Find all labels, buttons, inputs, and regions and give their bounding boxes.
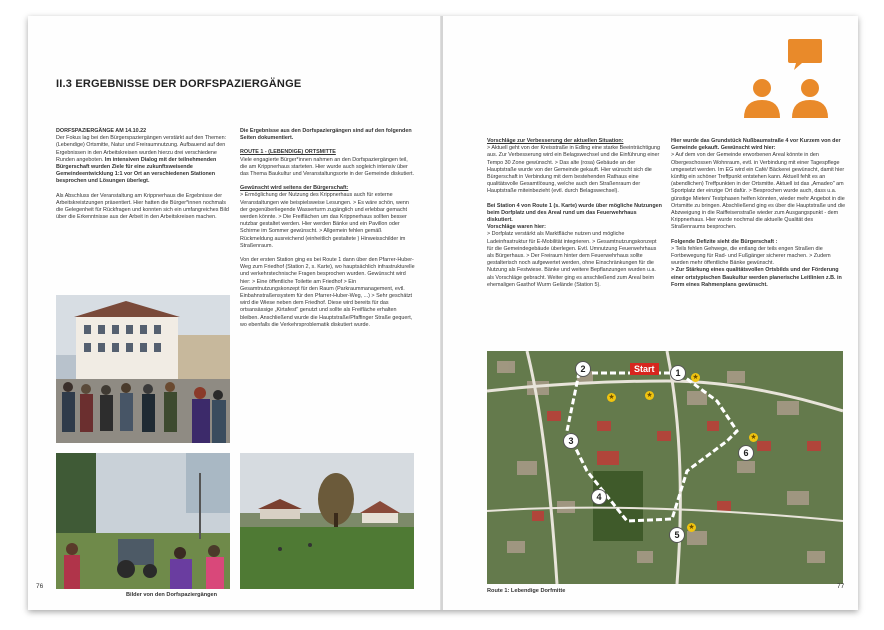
map-station-1: 1 [670,365,686,381]
intro-bold: Im intensiven Dialog mit der teilnehmenden Bürgerschaft wurden Ziele für eine zukunftsweisende Gemeindeentwicklung 1:1 vor Ort an verschiedenen Stationen besprochen und Lösungen überlegt. [56,156,217,185]
deficits-bold: > Zur Stärkung eines qualitätsvollen Ortsbilds und der Förderung einer ortstypischen Baukultur werden planerische Leitlinien z.B. in Form eines Rahmenplans gewünscht. [671,267,842,288]
page-number-right: 77 [837,583,845,590]
map-station-2: 2 [575,361,591,377]
route-title: ROUTE 1 - (LEBENDIGE) ORTSMITTE [240,149,336,156]
proposal-label: Vorschläge waren hier: [487,224,546,231]
map-star-icon: ★ [608,394,615,401]
page-number-left: 76 [36,583,44,590]
route-text: Viele engagierte Bürger*innen nahmen an den Dorfspaziergängen teil, die am Krippnerhaus starteten. Hier wurde auch sogleich intensiv über das Thema Baukultur und Veranstaltungsorte in der Gemeinde diskutiert. [240,156,414,178]
book-spread [28,16,858,610]
docs-note: Die Ergebnisse aus den Dorfspaziergängen sind auf den folgenden Seiten dokumentiert. [240,128,412,142]
map-station-6: 6 [738,445,754,461]
people-discussion-icon [738,36,838,126]
photo-group-tractor [56,453,230,589]
page-heading: II.3 ERGEBNISSE DER DORFSPAZIERGÄNGE [56,78,302,90]
wish-title: Gewünscht wird seitens der Bürgerschaft: [240,185,349,192]
map-star-icon: ★ [646,392,653,399]
map-caption: Route 1: Lebendige Dorfmitte [487,588,566,594]
proposal-text: > Aktuell geht von der Kreisstraße in Edling eine starke Beeinträchtigung aus. Zur Verbesserung wird ein Belagswechsel und die Einführung einer Tempo 30 Zone gewünscht. > Das alte (rosa) Gebäude an der Hauptstraße wurde von der Gemeinde gekauft. Hier wünscht sich die Bürgerschaft in Verbindung mit dem bestehenden Rathaus eine qualitätsvolle Gesamtlösung, welche auch den Straßenraum der Hauptstraße miteinbezieht (evtl. durch Belagswechsel). [487,145,661,195]
map-star-icon: ★ [750,434,757,441]
left-page [28,16,442,610]
map-station-3: 3 [563,433,579,449]
proposal-title: Vorschläge zur Verbesserung der aktuellen Situation: [487,138,624,144]
route-map [487,351,843,584]
station-text: Von der ersten Station ging es bei Route 1 dann über den Pfarrer-Huber-Weg zum Friedhof (Station 2, s. Karte), wo hauptsächlich infrastrukturelle und verkehrstechnische Fragen besprochen wurden. Gewünscht wird hier: > Eine öffentliche Toilette am Friedhof > Ein Gesamtnutzungskonzept für den Raum (Parkraummanagement, evtl. Einbahnstraßensystem für den Pfarrer-Huber-Weg, ...) > Sehr geschätzt wird die Wiese neben dem Friedhof. Diese wird bereits für das ortsansässige „Kirtafest" genutzt und sollte als Freifläche erhalten bleiben. Anschließend wurde die Hauptstraße/Pfaffinger Straße gequert, wo ebenfalls die Verkehrsproblematik diskutiert wurde. [240,257,415,328]
station4-text: > Dorfplatz verstärkt als Marktfläche nutzen und mögliche Ladeinfrastruktur für E-Mobilität integrieren. > Gesamtnutzungskonzept für die Gemeindegebäude überlegen. Evtl. Umnutzung Feuerwehrhaus als Bürgerhaus. > Der Freiraum hinter dem Feuerwehrhaus sollte gestalterisch noch aufgewertet werden, ohne Einschränkungen für die Nutzung als Festwiese. Bänke und weitere Bepflanzungen wurden u.a. als Vorschläge gebracht. Weiter ging es anschließend zum Areal beim ehemaligen Gasthof Wurm Gelände (Station 5). [487,231,657,288]
right-column-1 [487,138,663,296]
closing-text: Als Abschluss der Veranstaltung am Krippnerhaus die Ergebnisse der Arbeitskreistzungen präsentiert. Hier hatten die Bürger*innen nochmals die Gelegenheit für Rückfragen und konnten sich ein umfangreiches Bild über die Erkenntnisse aus der Arbeit in den Arbeitskreisen machen. [56,192,229,221]
left-column-2 [240,128,416,336]
map-star-icon: ★ [692,374,699,381]
photo-group-building [56,295,230,443]
left-column-1 [56,128,232,228]
photo-caption: Bilder von den Dorfspaziergängen [126,592,218,598]
map-station-5: 5 [669,527,685,543]
wish-text: > Ermöglichung der Nutzung des Krippnerhaus auch für externe Veranstaltungen wie beispielsweise Lesungen. > Es wäre schön, wenn der gegenüberliegende Wasserturm zugänglich und erlebbar gemacht werden könnte. > Die Freiflächen um das Krippnerhaus sollten besser nutzbar gestaltet werden. Hier werden Bänke und ein Pavillon oder Schirme im Sommer gewünscht. > Allgemein fehlen gemäß Rückmeldung ausreichend (einheitlich gestaltete ) Hinweisschilder im Straßenraum. [240,192,409,249]
station4-title: Bei Station 4 von Route 1 (s. Karte) wurde über mögliche Nutzungen beim Dorfplatz und des Areal rund um das Feuerwehrhaus diskutiert. [487,202,662,224]
map-station-4: 4 [591,489,607,505]
property-title: Hier wurde das Grundstück Nußbaumstraße 4 vor Kurzem von der Gemeinde gekauft. Gewünscht wird hier: [671,138,841,152]
right-column-2 [671,138,847,289]
intro-text: Der Fokus lag bei den Bürgerspaziergängen verstärkt auf den Themen: (Lebendige) Ortsmitte, Natur und Freiraumnutzung. Aufbauend auf den Ergebnissen in den Arbeitskreisen wurden hierzu drei verschiedene Runden angeboten. [56,135,227,163]
map-star-icon: ★ [688,524,695,531]
deficits-title: Folgende Defizite sieht die Bürgerschaft : [671,238,778,245]
section-title: DORFSPAZIERGÄNGE AM 14.10.22 [56,128,147,134]
map-start-label: Start [630,363,659,375]
property-text: > Auf dem von der Gemeinde erworbenen Areal könnte in den Obergeschossen Wohnraum, evtl. in Verbindung mit einer Tagespflege umgesetzt werden. Im EG wird ein Café/ Bäckerei gewünscht, damit hier künftig ein schöner Treffpunkt entstehen kann. Aktuell fehlt es an (abendlichen) Treffpunkten in der Ortsmitte. Aktuell ist das „Amadeo" am Sportplatz der einzige Ort dafür. > Besprochen wurde auch, dass u.a. günstige Mieten/ Testphasen helfen könnten, wieder mehr Angebot in die Ortsmitte zu bringen. Abschließend ging es über die Hauptstraße und die Abzweigung in die Raiffeisenstraße wieder zum Ausgangspunkt - dem Krippnerhaus. Hier wurde nochmal die aktuelle Qualität des Straßenraums besprochen. [671,152,846,231]
right-page [443,16,858,610]
deficits-text: > Teils fehlen Gehwege, die entlang der teils engen Straßen die Fortbewegung für Rad- und Fußgänger sicherer machen. > Zudem wurden mehr öffentliche Bänke gewünscht. [671,245,831,267]
photo-meadow [240,453,414,589]
